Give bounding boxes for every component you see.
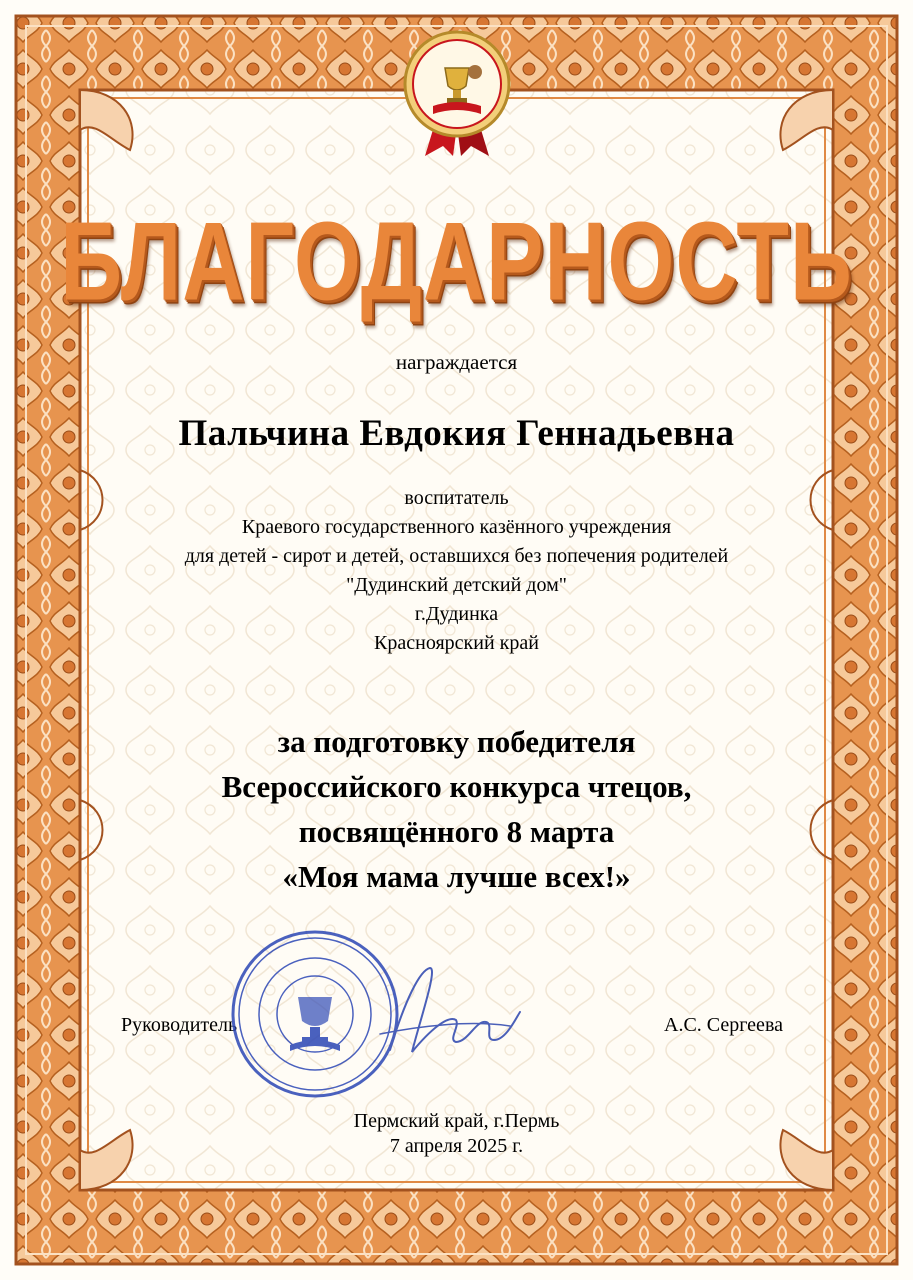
detail-line: для детей - сирот и детей, оставшихся без попечения родителей	[184, 545, 729, 567]
reason-line: «Моя мама лучше всех!»	[282, 859, 631, 894]
detail-line: Краевого государственного казённого учреждения	[241, 516, 672, 538]
signer-role: Руководитель	[121, 1014, 238, 1036]
detail-line: г.Дудинка	[414, 603, 499, 625]
handwritten-signature	[360, 960, 530, 1070]
detail-line: воспитатель	[404, 487, 509, 509]
reason-line: посвящённого 8 марта	[298, 814, 615, 849]
award-reason	[0, 719, 913, 899]
awarded-label: награждается	[395, 350, 518, 374]
reason-line: за подготовку победителя	[277, 724, 636, 759]
issue-place-date	[0, 1109, 913, 1159]
issue-date: 7 апреля 2025 г.	[389, 1135, 524, 1157]
detail-line: Красноярский край	[374, 632, 539, 654]
issue-place: Пермский край, г.Пермь	[353, 1110, 560, 1132]
recipient-details	[0, 484, 913, 658]
detail-line: "Дудинский детский дом"	[346, 574, 567, 596]
reason-line: Всероссийского конкурса чтецов,	[221, 769, 692, 804]
organization-emblem	[395, 28, 519, 158]
recipient-name: Пальчина Евдокия Геннадьевна	[178, 413, 735, 454]
certificate-title: БЛАГОДАРНОСТЬ	[60, 199, 853, 325]
signer-name: А.С. Сергеева	[664, 1014, 783, 1036]
